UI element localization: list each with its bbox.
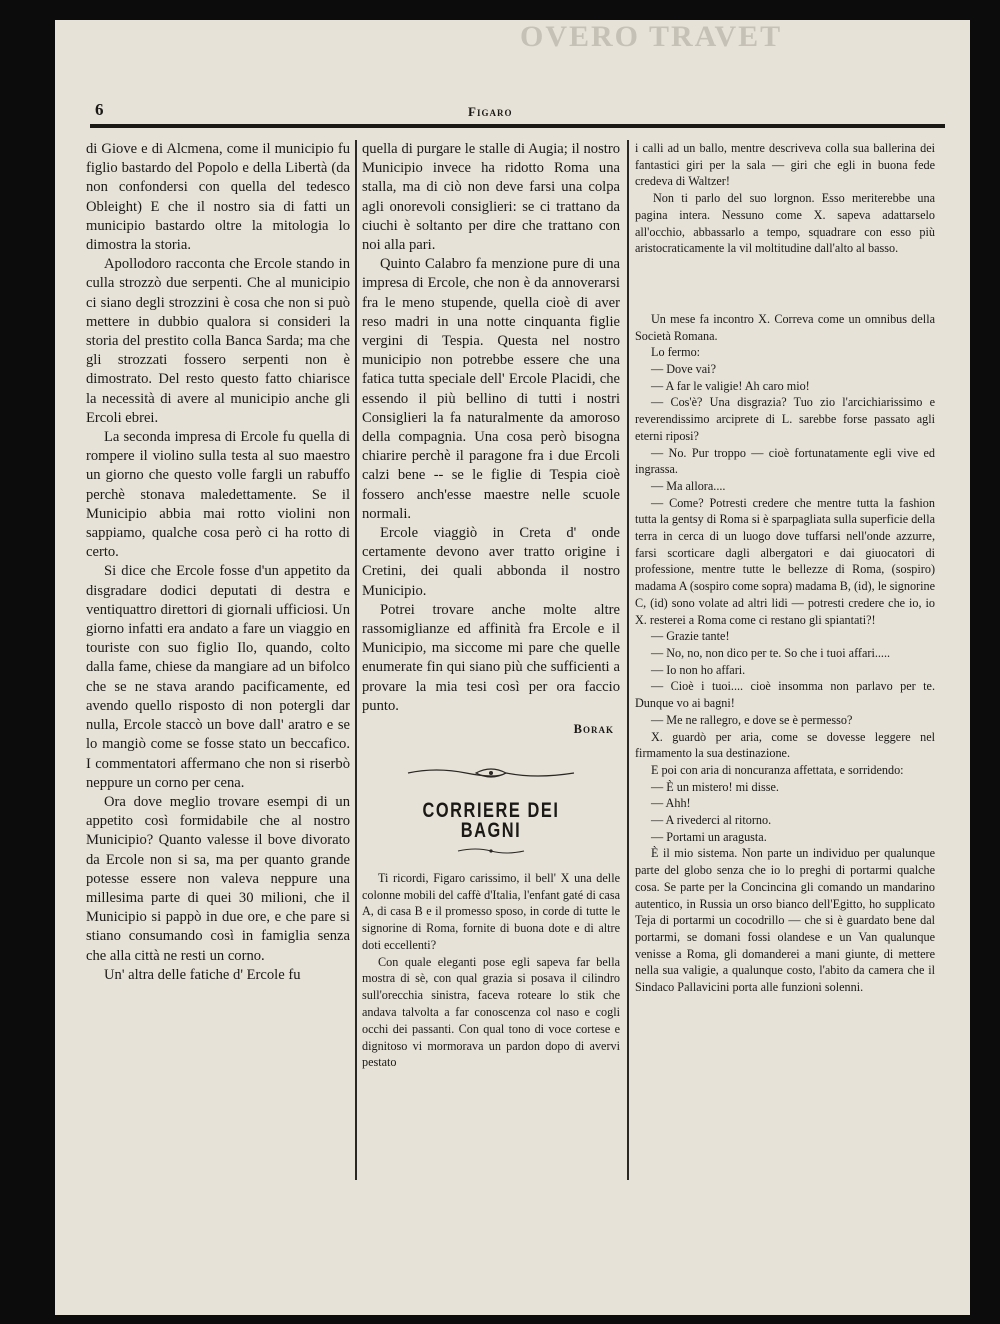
paragraph: La seconda impresa di Ercole fu quella di rompere il violino sulla testa al suo maestro un giorno che questo volle fargli un rabuffo perchè stonava maledettamente. Se il Municipio abbia mai rotto violini non sappiamo, qualche cosa però ci ha rotto di certo. [86,429,350,561]
paragraph: Con quale eleganti pose egli sapeva far bella mostra di sè, con qual grazia si posava il cilindro sull'orecchia sinistra, faceva roteare lo stik che andava talvolta a far conoscenza col naso e cogli occhi dei passanti. Con qual tono di voce cortese e dignitoso vi mormorava un pardon dopo di avervi pestato [362,954,620,1070]
dialogue-line: E poi con aria di noncuranza affettata, e sorridendo: [651,762,904,777]
column-divider [355,140,357,1180]
paragraph: Apollodoro racconta che Ercole stando in culla strozzò due serpenti. Che al municipio ci siano degli strozzini è cosa che non si può mettere in dubbio qualora si consideri la storia del prestito colla Banca Sarda; ma che gli strozzati fossero serpenti non è dimostrato. Del resto questo fatto chiarisce la necessità di avere al municipio anche gli Ercoli ebrei. [86,256,350,426]
paragraph: i calli ad un ballo, mentre descriveva colla sua ballerina dei fantastici giri per la sala — giri che egli in buona fede credeva di Waltzer! [635,141,935,189]
dialogue-line: — Portami un aragusta. [651,829,767,844]
dialogue-line: — Grazie tante! [651,629,730,644]
ornamental-divider-icon [406,765,576,781]
dialogue-line: — È un mistero! mi disse. [651,779,779,794]
dialogue-line: — Io non ho affari. [651,662,746,677]
dialogue-line: — No, no, non dico per te. So che i tuoi affari..... [651,645,891,660]
paragraph: quella di purgare le stalle di Augia; il nostro Municipio invece ha ridotto Roma una stalla, ma di ciò non deve farsi una colpa agli onorevoli consiglieri: se ci trattano da ciuchi è soltanto per dire che trattano con noi alla pari. [362,141,620,254]
dialogue-line: X. guardò per aria, come se dovesse leggere nel firmamento la sua destinazione. [635,729,935,761]
dialogue-line: — Dove vai? [651,362,716,377]
dialogue-line: — Me ne rallegro, e dove se è permesso? [651,712,853,727]
paragraph: Potrei trovare anche molte altre rassomiglianze ed affinità fra Ercole e il Municipio, ma siccome mi pare che quelle enumerate fin qui siano più che sufficienti a provare la mia tesi così per ora faccio punto. [362,601,620,714]
paragraph: Non ti parlo del suo lorgnon. Esso meriterebbe una pagina intera. Nessuno come X. sapeva adattarselo all'occhio, abbassarlo a tempo, squadrare con esso più aristocraticamente la vil moltitudine dall'alto al basso. [635,191,935,256]
paragraph: Quinto Calabro fa menzione pure di una impresa di Ercole, che non è da annoverarsi fra le meno stupende, quella cioè di aver reso madri in una notte cinquanta figlie vergini di Tespia. Questa nel nostro municipio non potrebbe essere che una fatica tutta speciale dell' Ercole Placidi, che essendo il più bellino di tutti i nostri Consiglieri la fa naturalmente da amoroso della compagnia. Una cosa però bisogna chiarire perchè il paragone fra i due Ercoli calzi bene -- se le figlie di Tespia cioè fossero anch'esse maestre nelle scuole normali. [362,256,620,522]
header-rule [90,124,945,128]
dialogue-line: — Cos'è? Una disgrazia? Tuo zio l'arcichiarissimo e reverendissimo arciprete di L. sarebbe forse passato agli eterni riposi? [635,395,935,443]
masthead-title: Figaro [468,104,513,119]
page-number: 6 [95,100,104,119]
dialogue-line: — No. Pur troppo — cioè fortunatamente egli vive ed ingrassa. [635,445,935,477]
paragraph: Ora dove meglio trovare esempi di un appetito così formidabile che al nostro Municipio? Quanto valesse il bove divorato da Ercole non si sa, ma per quanto grande potesse essere non valeva neppure una millesima parte di quei 30 milioni, che il Municipio si pappò in due ore, e che pare si stiano consumando così in famiglia senza che alla città ne resti un corno. [86,793,350,964]
dialogue-line: — A far le valigie! Ah caro mio! [651,378,810,393]
blank-space [635,257,935,311]
dialogue-line: È il mio sistema. Non parte un individuo per qualunque parte del globo senza che io lo preghi di portarmi qualche cosa. Se parte per la Concincina gli comando un mandarino autentico, in Russia un orso bianco dell'Egitto, ho supplicato Teja di portarmi un cocodrillo — che si è guardato bene dal portarmi, se domani fossi olandese e un Van qualunque venisse a Roma, gli domanderei a mani giunte, di mettere nella sua valigie, a qualunque costo, l'abito da camera che il Sindaco Pallavicini porta alle funzioni solenni. [635,846,935,995]
section-body [362,870,620,1072]
dialogue-line: Lo fermo: [651,345,701,360]
dialogue-line: — Come? Potresti credere che mentre tutta la fashion tutta la gentsy di Roma si è sparpagliata sulla superficie della terra in cerca di un luogo dove tuffarsi nell'onde azzurre, farsi scorticare dagli albergatori e dai giuocatori di professione, mentre tutte le bellezze di Roma, (sospiro) madama A (sospiro come sopra) madama B, (id), le signorine C, (id) sono volate ad altri lidi — potresti credere che io, io X. resterei a Roma come ci restano gli spiantati?! [635,495,935,627]
dialogue-line: — A rivederci al ritorno. [651,813,772,828]
column-2 [362,140,620,1180]
bleed-through-text: OVERO TRAVET [520,20,783,53]
dialogue-line: — Cioè i tuoi.... cioè insomma non parlavo per te. Dunque vo ai bagni! [635,679,935,711]
small-ornament-icon [456,846,526,856]
paragraph: Ercole viaggiò in Creta d' onde certamente devono aver tratto origine i Cretini, dei quali abbonda il nostro Municipio. [362,525,620,599]
dialogue-line: — Ahh! [651,796,691,811]
column-divider [627,140,629,1180]
dialogue-line: — Ma allora.... [651,478,726,493]
dialogue-line: Un mese fa incontro X. Correva come un omnibus della Società Romana. [635,311,935,343]
paragraph: Si dice che Ercole fosse d'un appetito da disgradare dodici deputati di destra e ventiquattro direttori di giornali ufficiosi. Un giorno infatti era andato a fare un viaggio en touriste con suo figlio Ilo, quando, colto dalla fame, chiese da mangiare ad un bifolco che se ne stava arando pacificamente, ed avendo quello risposto di non potergli dar nulla, Ercole staccò un bove dall' aratro e se lo mangiò come se fosse stato un beccafico. I commentatori affermano che non si riserbò neppure un corno per cena. [86,563,350,791]
paragraph: di Giove e di Alcmena, come il municipio fu figlio bastardo del Popolo e della Libertà (da non confondersi con quella del tedesco Obleight) E che il nostro sia di fatti un municipio bastardo oltre la mitologia lo dimostra la storia. [86,141,350,254]
paragraph: Un' altra delle fatiche d' Ercole fu [104,966,301,983]
paragraph: Ti ricordi, Figaro carissimo, il bell' X una delle colonne mobili del caffè d'Italia, l'enfant gaté di casa A, di casa B e il promesso sposo, in corde di tutte le signorine di Roma, fornite di buona dote e di altre doti eccellenti? [362,870,620,952]
column-1 [86,140,350,1175]
section-title: CORRIERE DEI BAGNI [422,799,560,842]
column-3 [635,140,935,1185]
author-signature: Borak [573,722,614,737]
